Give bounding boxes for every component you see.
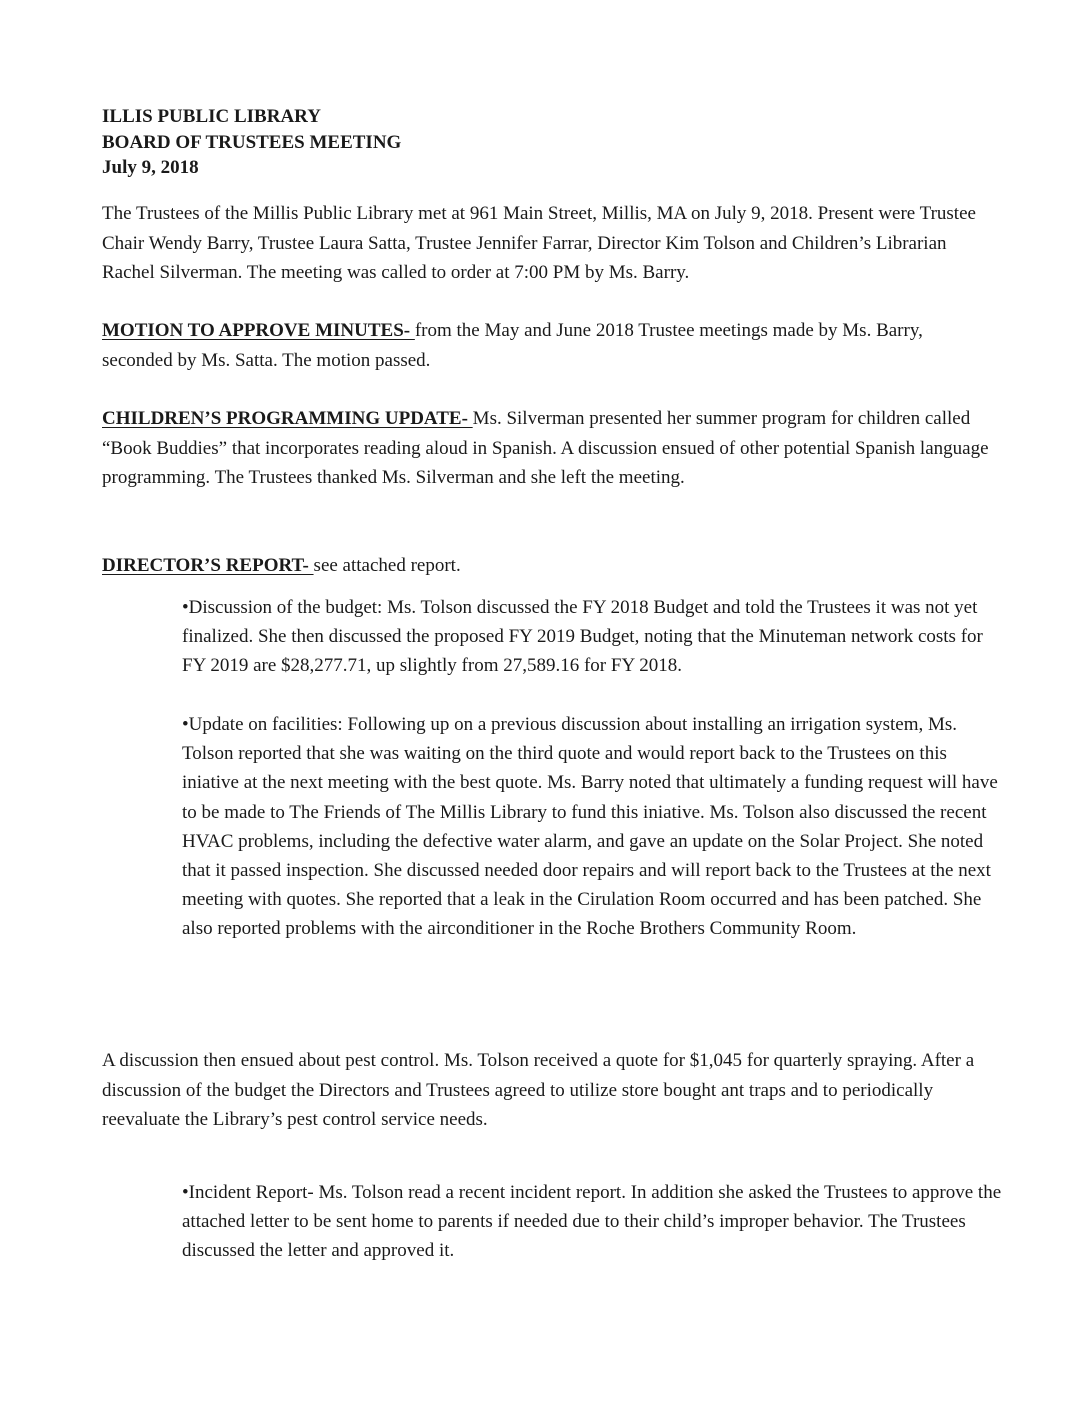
- minutes-text: from the May and June 2018 Trustee meetings made by Ms. Barry, seconded by Ms. Satta. The motion passed.: [102, 320, 923, 371]
- director-heading: DIRECTOR’S REPORT-: [102, 555, 314, 576]
- director-section: [102, 551, 992, 581]
- childrens-section: [102, 404, 992, 493]
- director-text: see attached report.: [313, 555, 461, 576]
- document-header: [102, 104, 401, 181]
- facilities-item: •Update on facilities: Following up on a previous discussion about installing an irrigation system, Ms. Tolson reported that she was waiting on the third quote and would report back to the Trustees on this iniative at the next meeting with the best quote. Ms. Barry noted that ultimately a funding request will have to be made to The Friends of The Millis Library to fund this iniative. Ms. Tolson also discussed the recent HVAC problems, including the defective water alarm, and gave an update on the Solar Project. She noted that it passed inspection. She discussed needed door repairs and will report back to the Trustees at the next meeting with quotes. She reported that a leak in the Cirulation Room occurred and has been patched. She also reported problems with the airconditioner in the Roche Brothers Community Room.: [182, 714, 998, 940]
- minutes-heading: MOTION TO APPROVE MINUTES-: [102, 320, 415, 341]
- childrens-text: Ms. Silverman presented her summer program for children called “Book Buddies” that incorporates reading aloud in Spanish. A discussion ensued of other potential Spanish language programming. The Trustees thanked Ms. Silverman and she left the meeting.: [102, 408, 989, 488]
- incident-report-item: •Incident Report- Ms. Tolson read a recent incident report. In addition she asked the Trustees to approve the attached letter to be sent home to parents if needed due to their child’s improper behavior. The Trustees discussed the letter and approved it.: [182, 1182, 1002, 1262]
- budget-item: •Discussion of the budget: Ms. Tolson discussed the FY 2018 Budget and told the Trustees it was not yet finalized. She then discussed the proposed FY 2019 Budget, noting that the Minuteman network costs for FY 2019 are $28,277.71, up slightly from 27,589.16 for FY 2018.: [182, 597, 983, 677]
- pest-control-paragraph: A discussion then ensued about pest control. Ms. Tolson received a quote for $1,045 for quarterly spraying. After a discussion of the budget the Directors and Trustees agreed to utilize store bought ant traps and to periodically reevaluate the Library’s pest control service needs.: [102, 1050, 975, 1130]
- meeting-date: July 9, 2018: [102, 157, 199, 178]
- library-name: ILLIS PUBLIC LIBRARY: [102, 106, 321, 127]
- minutes-section: [102, 316, 992, 375]
- intro-paragraph: The Trustees of the Millis Public Library met at 961 Main Street, Millis, MA on July 9, 2018. Present were Trustee Chair Wendy Barry, Trustee Laura Satta, Trustee Jennifer Farrar, Director Kim Tolson and Children’s Librarian Rachel Silverman. The meeting was called to order at 7:00 PM by Ms. Barry.: [102, 203, 976, 283]
- meeting-title: BOARD OF TRUSTEES MEETING: [102, 131, 402, 153]
- childrens-heading: CHILDREN’S PROGRAMMING UPDATE-: [102, 408, 473, 429]
